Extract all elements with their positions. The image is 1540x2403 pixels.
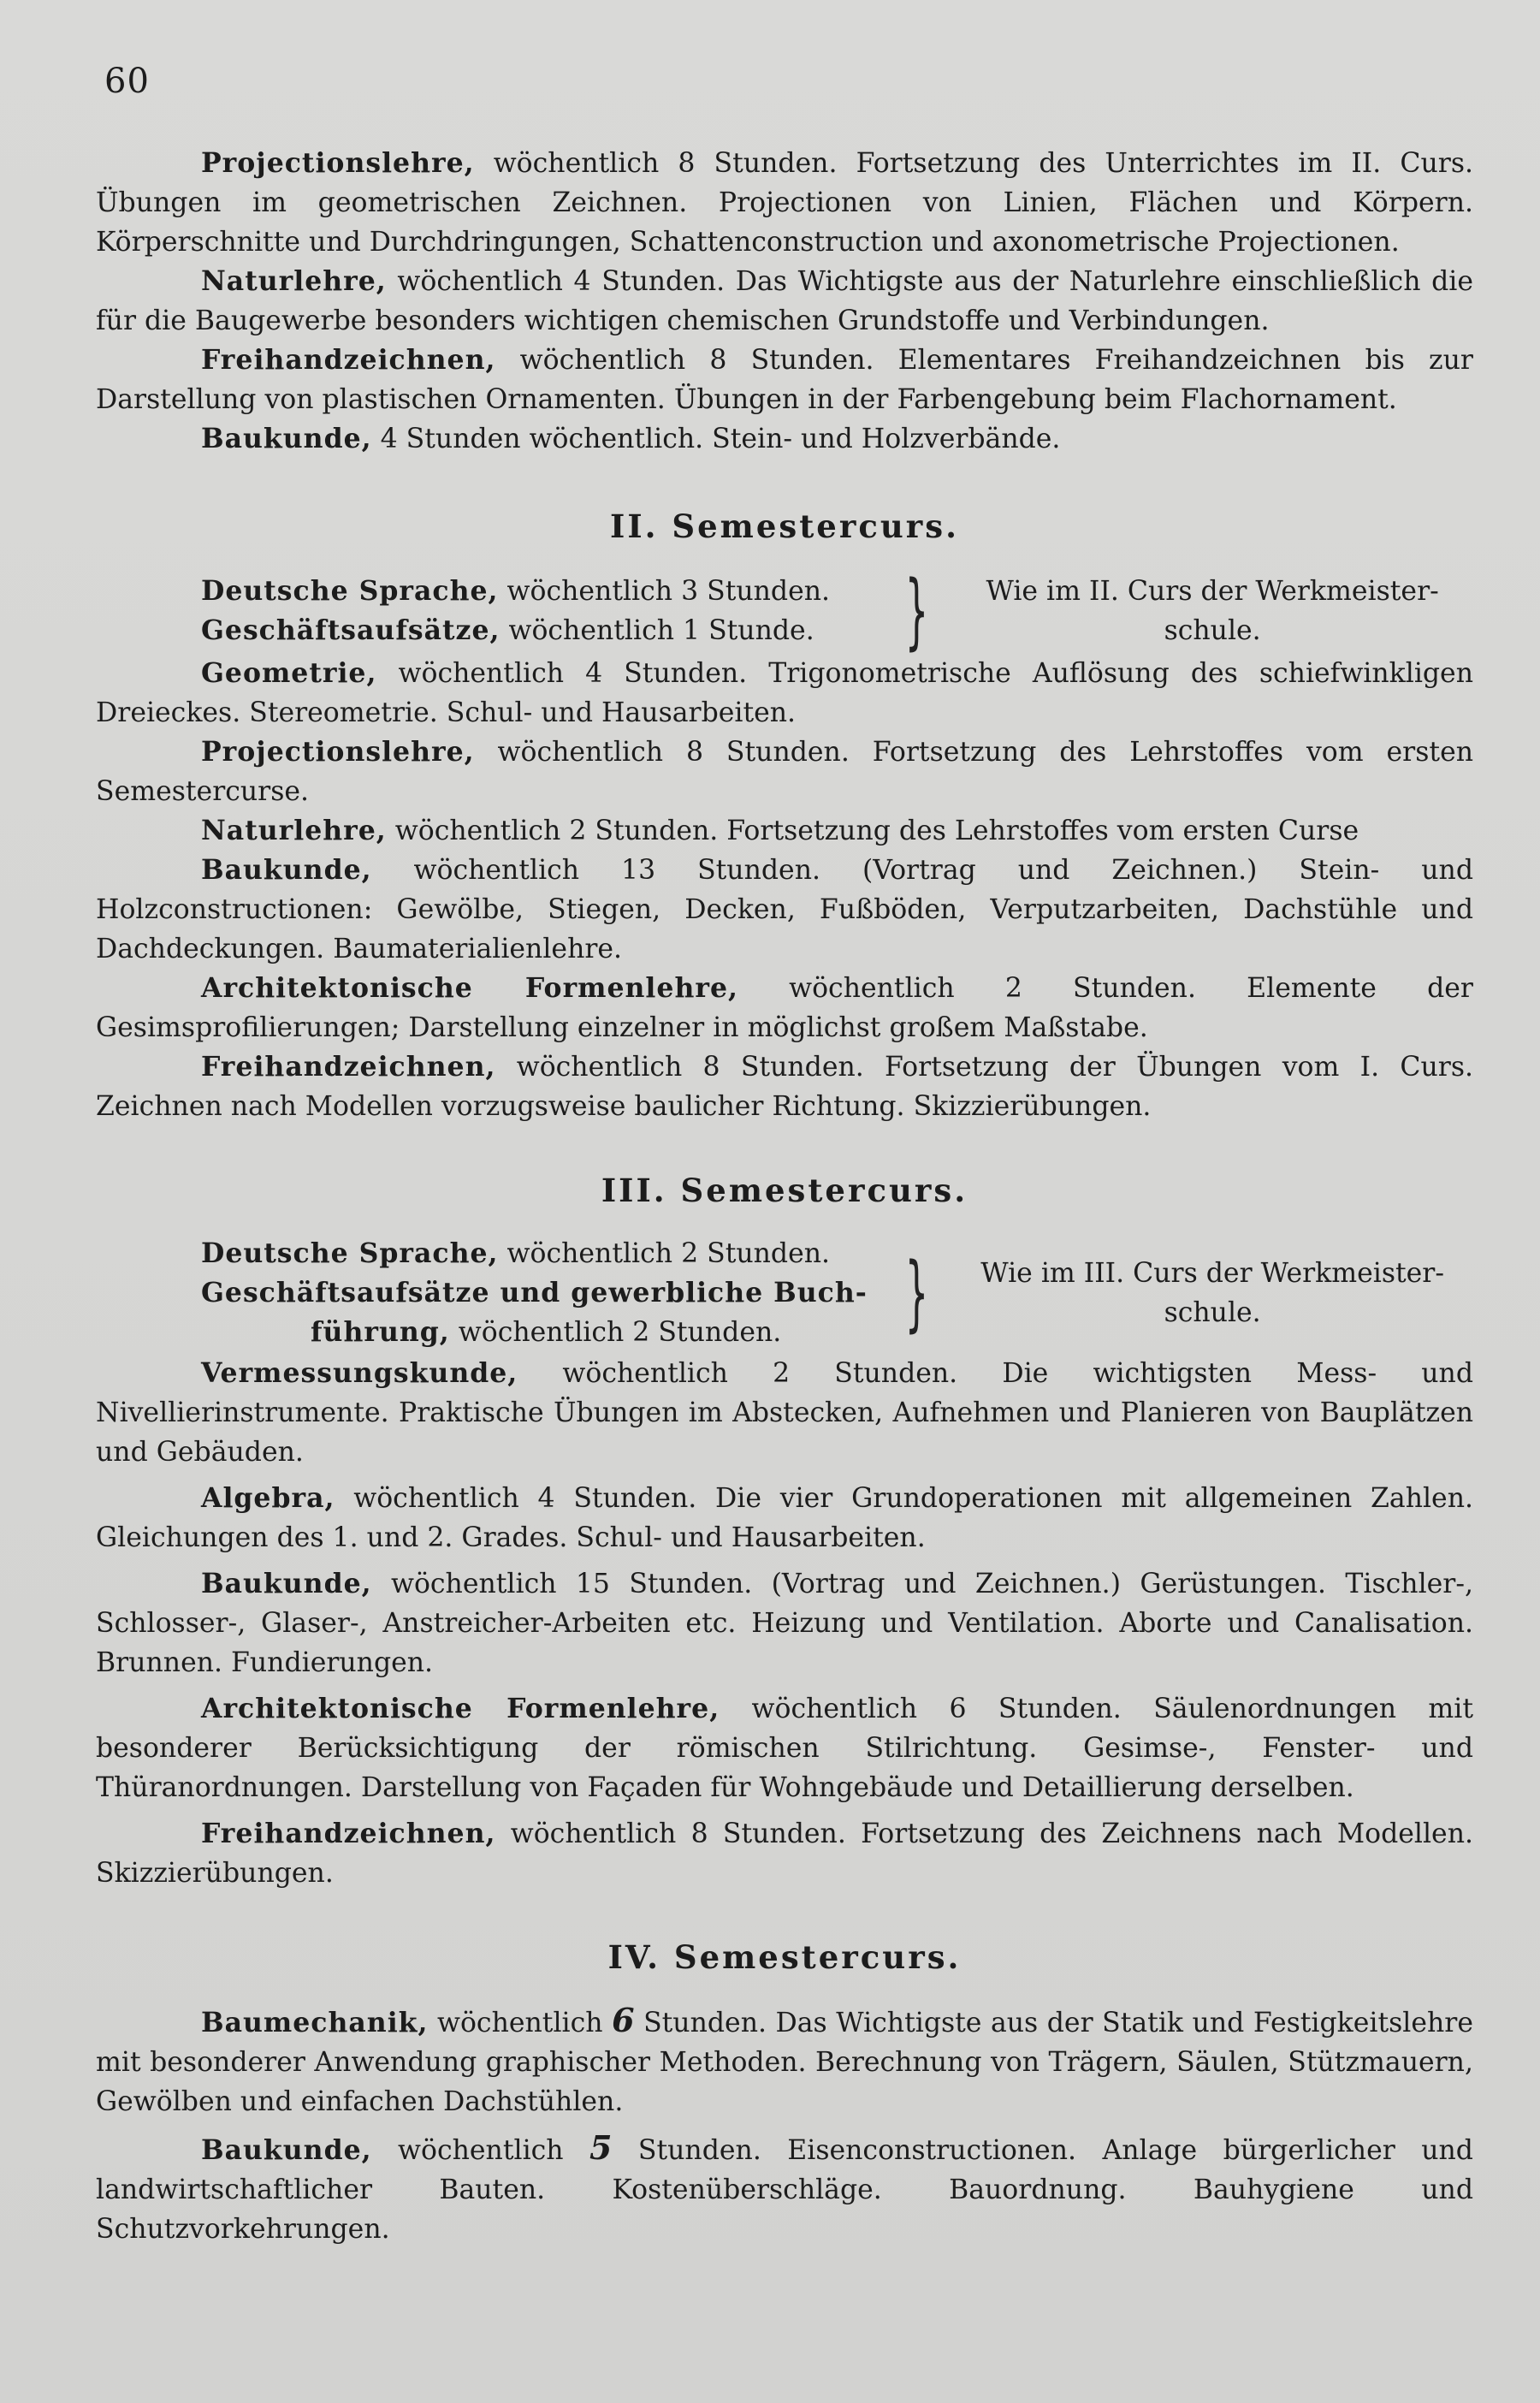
subject-text: wöchentlich 6 Stunden. Säulenordnungen mit besonderer Berücksichtigung der römischen Stilrichtung. Gesimse-, Fenster- und Thüranordnungen. Darstellung von Façaden für Wohngebäude und Detaillierung derselben. [96,1694,1473,1803]
subject-text: Stunden. Eisenconstructionen. Anlage bürgerlicher und landwirtschaftlicher Bauten. Kostenüberschläge. Bauordnung. Bauhygiene und Schutzvorkehrungen. [96,2135,1473,2245]
subject-text: wöchentlich 4 Stunden. Die vier Grundoperationen mit allgemeinen Zahlen. Gleichungen des 1. und 2. Grades. Schul- und Hausarbeiten. [96,1483,1473,1553]
subject-term: Projectionslehre, [201,147,475,179]
subject-term: Geometrie, [201,657,377,689]
subject-term: führung, [311,1316,450,1348]
paragraph-freihandzeichnen [96,1047,1473,1126]
page-number: 60 [104,62,150,101]
bracket-note: Wie im II. Curs der Werkmeister-schule. [986,576,1439,646]
paragraph-baukunde [96,1564,1473,1682]
paragraph-naturlehre [96,811,1473,851]
subject-text: wöchentlich 2 Stunden. Fortsetzung des Lehrstoffes vom ersten Curse [386,816,1359,846]
paragraph-naturlehre [96,262,1473,341]
bracket-line [201,1234,886,1273]
subject-text: wöchentlich 15 Stunden. (Vortrag und Zeichnen.) Gerüstungen. Tischler-, Schlosser-, Glaser-, Anstreicher-Arbeiten etc. Heizung und Ventilation. Aborte und Canalisation. Brunnen. Fundierungen. [96,1569,1473,1678]
subject-text: wöchentlich 2 Stunden. [449,1317,782,1348]
subject-text: wöchentlich 4 Stunden. Trigonometrische Auflösung des schiefwinkligen Dreieckes. Stereometrie. Schul- und Hausarbeiten. [96,658,1473,728]
subject-text: Stunden. Das Wichtigste aus der Statik und Festigkeitslehre mit besonderer Anwendung graphischer Methoden. Berechnung von Trägern, Säulen, Stützmauern, Gewölben und einfachen Dachstühlen. [96,2008,1473,2117]
subject-text: wöchentlich 2 Stunden. [498,1238,831,1269]
subject-text: wöchentlich 1 Stunde. [500,615,814,646]
subject-term: Baukunde, [201,854,372,886]
paragraph-formenlehre [96,969,1473,1047]
paragraph-baukunde [96,419,1473,459]
paragraph-freihandzeichnen [96,1814,1473,1893]
subject-term: Algebra, [201,1482,335,1514]
subject-term: Geschäftsaufsätze und gewerbliche Buch- [201,1277,868,1308]
subject-text: wöchentlich 2 Stunden. Die wichtigsten Mess- und Nivellierinstrumente. Praktische Übungen im Abstecken, Aufnehmen und Planieren von Bauplätzen und Gebäuden. [96,1358,1473,1468]
subject-text: wöchentlich 13 Stunden. (Vortrag und Zeichnen.) Stein- und Holzconstructionen: Gewölbe, Stiegen, Decken, Fußböden, Verputzarbeiten, Dachstühle und Dachdeckungen. Baumaterialienlehre. [96,855,1473,964]
subject-term: Architektonische Formenlehre, [201,972,738,1004]
paragraph-baukunde [96,851,1473,969]
bracketed-subjects-iii [96,1234,1473,1352]
bracketed-subjects-ii [96,563,1473,659]
subject-term: Baukunde, [201,1568,372,1599]
subject-term: Deutsche Sprache, [201,1237,499,1269]
subject-text: wöchentlich [371,2135,590,2166]
curly-brace: } [905,563,929,659]
subject-term: Deutsche Sprache, [201,575,499,607]
subject-term: Naturlehre, [201,815,387,846]
subject-term: Vermessungskunde, [201,1357,518,1389]
bracket-note: Wie im III. Curs der Werkmeister-schule. [980,1258,1444,1328]
paragraph-formenlehre [96,1689,1473,1807]
paragraph-projectionslehre [96,733,1473,811]
subject-text: wöchentlich 3 Stunden. [498,576,831,607]
page-content [96,144,1473,2249]
subject-term: Geschäftsaufsätze, [201,614,500,646]
subject-text: wöchentlich 8 Stunden. Fortsetzung des Unterrichtes im II. Curs. Übungen im geometrischen Zeichnen. Projectionen von Linien, Flächen und Körpern. Körperschnitte und Durchdringungen, Schattenconstruction und axonometrische Projectionen. [96,148,1473,258]
subject-term: Freihandzeichnen, [201,344,496,376]
subject-term: Architektonische Formenlehre, [201,1693,720,1724]
subject-term: Freihandzeichnen, [201,1051,496,1083]
subject-term: Baumechanik, [201,2007,429,2038]
paragraph-freihandzeichnen [96,341,1473,419]
paragraph-geometrie [96,654,1473,733]
paragraph-vermessungskunde [96,1354,1473,1472]
subject-text: wöchentlich 2 Stunden. Elemente der Gesimsprofilierungen; Darstellung einzelner in möglichst großem Maßstabe. [96,973,1473,1043]
subject-term: Naturlehre, [201,265,387,297]
bracket-line [201,572,886,611]
subject-term: Freihandzeichnen, [201,1818,496,1849]
subject-text: 4 Stunden wöchentlich. Stein- und Holzverbände. [371,424,1061,454]
section-heading-iv: IV. Semestercurs. [607,1938,962,1976]
curly-brace: } [905,1245,929,1341]
subject-text: wöchentlich 8 Stunden. Fortsetzung der Übungen vom I. Curs. Zeichnen nach Modellen vorzugsweise baulicher Richtung. Skizzierübungen. [96,1052,1473,1122]
subject-term: Projectionslehre, [201,736,475,768]
section-heading-ii: II. Semestercurs. [610,507,959,545]
handwritten-number: 6 [612,2001,635,2039]
subject-text: wöchentlich 8 Stunden. Fortsetzung des Zeichnens nach Modellen. Skizzierübungen. [96,1819,1473,1889]
subject-text: wöchentlich 4 Stunden. Das Wichtigste aus der Naturlehre einschließlich die für die Baugewerbe besonders wichtigen chemischen Grundstoffe und Verbindungen. [96,266,1473,336]
paragraph-projectionslehre [96,144,1473,262]
subject-term: Baukunde, [201,423,372,454]
paragraph-baumechanik [96,2001,1473,2121]
bracket-line [201,1313,886,1352]
subject-text: wöchentlich [428,2008,613,2038]
paragraph-baukunde [96,2128,1473,2249]
handwritten-number: 5 [589,2128,613,2167]
subject-text: wöchentlich 8 Stunden. Fortsetzung des Lehrstoffes vom ersten Semestercurse. [96,737,1473,807]
section-heading-iii: III. Semestercurs. [601,1172,968,1209]
subject-term: Baukunde, [201,2134,372,2166]
paragraph-algebra [96,1479,1473,1558]
subject-text: wöchentlich 8 Stunden. Elementares Freihandzeichnen bis zur Darstellung von plastischen Ornamenten. Übungen in der Farbengebung beim Flachornament. [96,345,1473,415]
bracket-line [201,611,886,650]
bracket-line [201,1273,886,1313]
